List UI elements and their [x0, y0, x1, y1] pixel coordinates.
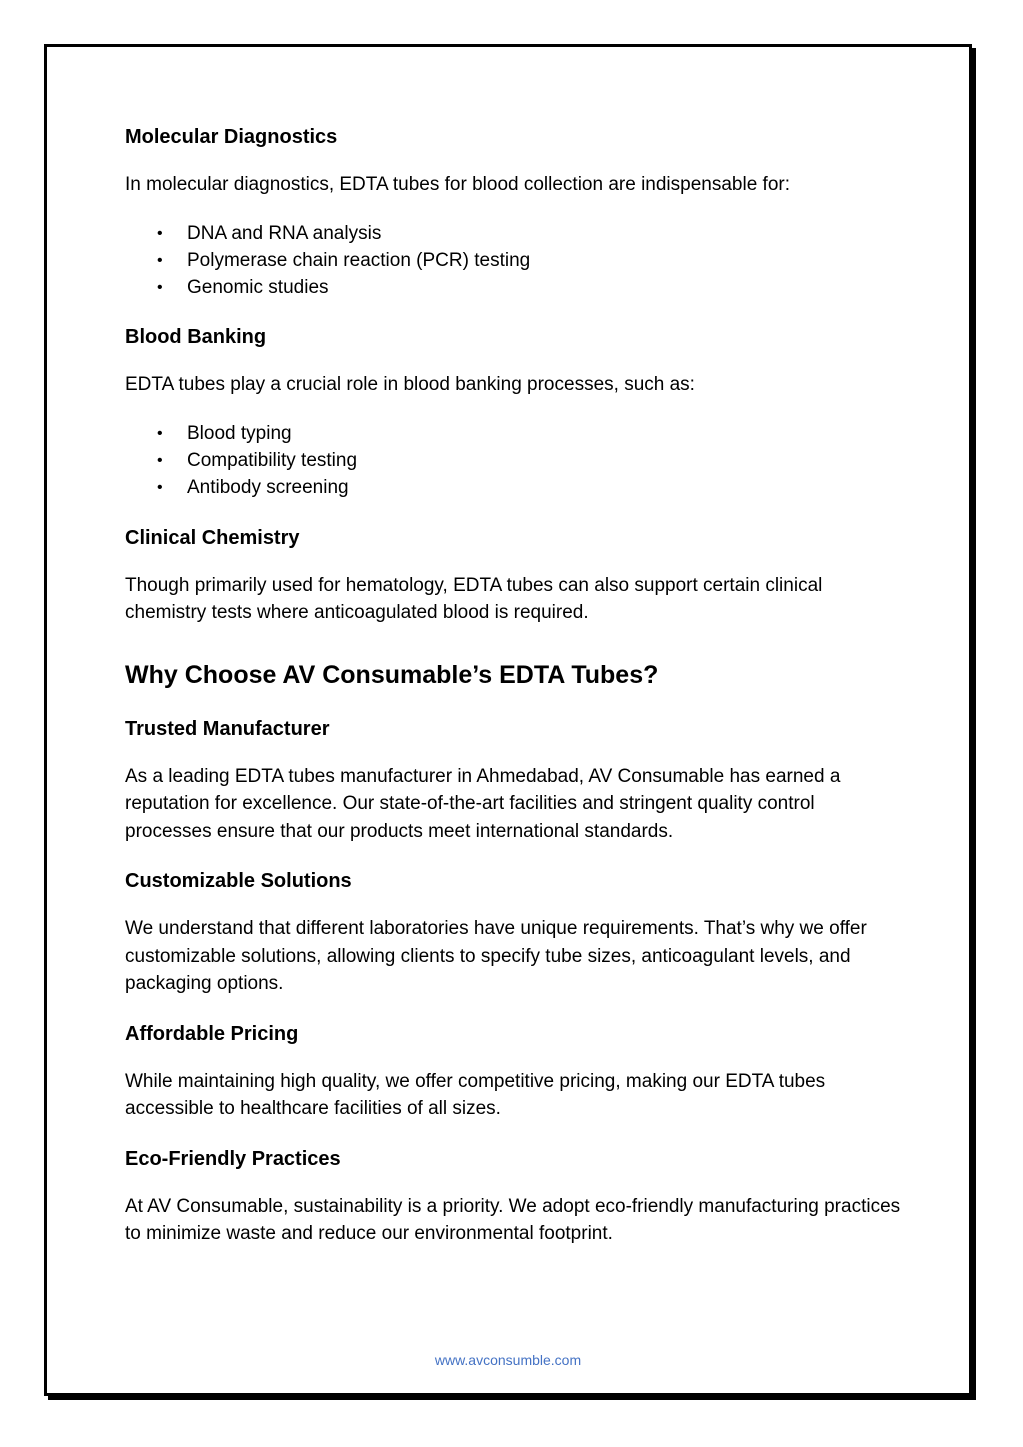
section-heading-clinical-chemistry: Clinical Chemistry: [125, 526, 300, 549]
section-heading-blood-banking: Blood Banking: [125, 326, 267, 349]
banking-bullet-list: [125, 420, 905, 502]
list-item: • Blood typing: [125, 420, 905, 447]
list-item: • Compatibility testing: [125, 447, 905, 474]
list-item: • Genomic studies: [125, 274, 905, 301]
section-heading-molecular-diagnostics: Molecular Diagnostics: [125, 126, 338, 148]
section-heading-why-choose: Why Choose AV Consumable’s EDTA Tubes?: [125, 660, 659, 689]
section-heading-customizable-solutions: Customizable Solutions: [125, 870, 352, 893]
footer-website-link[interactable]: www.avconsumble.com: [434, 1352, 582, 1368]
pricing-paragraph: While maintaining high quality, we offer competitive pricing, making our EDTA tubes accessible to healthcare facilities of all sizes.: [125, 1070, 826, 1120]
custom-paragraph: We understand that different laboratories have unique requirements. That’s why we offer customizable solutions, allowing clients to specify tube sizes, anticoagulant levels, and packaging options.: [125, 918, 867, 995]
document-content: [125, 125, 905, 1248]
molecular-intro-paragraph: In molecular diagnostics, EDTA tubes for blood collection are indispensable for:: [125, 174, 791, 195]
section-heading-eco-friendly-practices: Eco-Friendly Practices: [125, 1147, 341, 1170]
eco-paragraph: At AV Consumable, sustainability is a priority. We adopt eco-friendly manufacturing practices to minimize waste and reduce our environmental footprint.: [125, 1195, 901, 1245]
section-heading-trusted-manufacturer: Trusted Manufacturer: [125, 717, 330, 740]
section-heading-affordable-pricing: Affordable Pricing: [125, 1022, 299, 1045]
banking-intro-paragraph: EDTA tubes play a crucial role in blood banking processes, such as:: [125, 374, 695, 396]
list-item: • Antibody screening: [125, 474, 905, 501]
molecular-bullet-list: [125, 220, 905, 302]
list-item: • Polymerase chain reaction (PCR) testing: [125, 247, 905, 274]
list-item: • DNA and RNA analysis: [125, 220, 905, 247]
trusted-paragraph: As a leading EDTA tubes manufacturer in Ahmedabad, AV Consumable has earned a reputation for excellence. Our state-of-the-art facilities and stringent quality control processes ensure that our products meet international standards.: [125, 765, 841, 842]
chemistry-paragraph: Though primarily used for hematology, EDTA tubes can also support certain clinical chemistry tests where anticoagulated blood is required.: [125, 574, 823, 624]
page-frame: [44, 44, 972, 1396]
